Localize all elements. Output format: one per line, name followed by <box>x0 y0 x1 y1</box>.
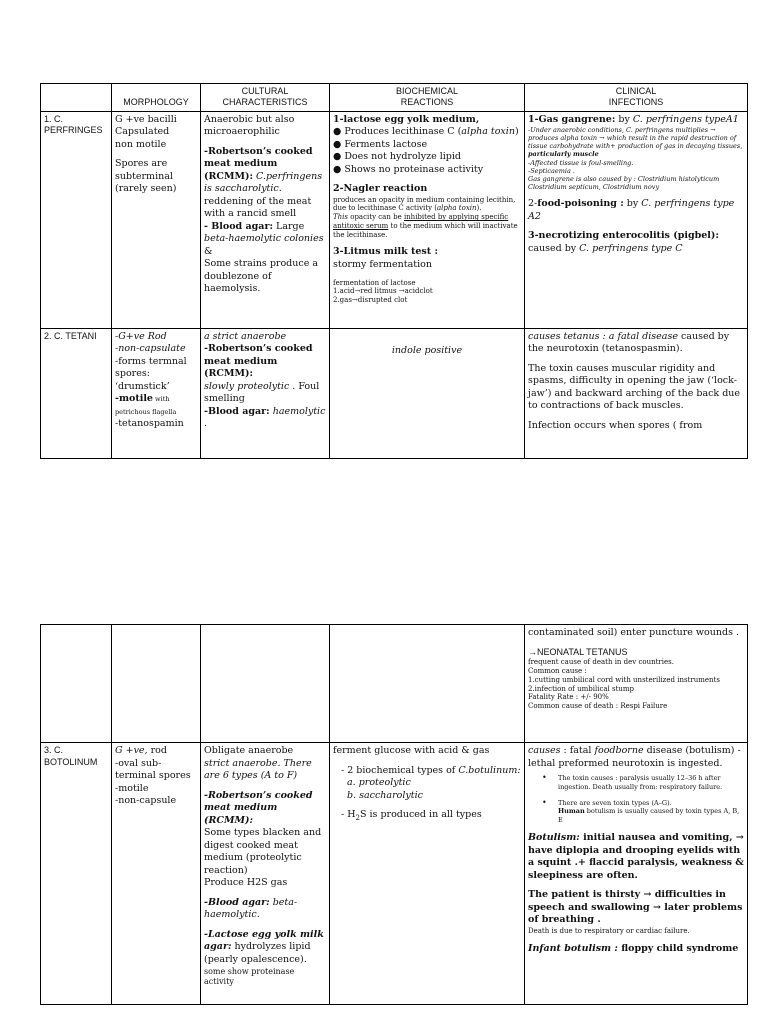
biochemical-tetani: indole positive <box>330 328 525 458</box>
row-tetani-continued <box>41 625 748 743</box>
cultural-tetani: a strict anaerobe -Robertson’s cooked meat medium (RCMM): slowly proteolytic . Foul smelling -Blood agar: haemolytic . <box>201 328 330 458</box>
morphology-botulinum: G +ve, rod -oval sub-terminal spores -motile -non-capsule <box>112 743 201 1005</box>
clinical-tetani-continued: contaminated soil) enter puncture wounds . →NEONATAL TETANUS frequent cause of death in dev countries. Common cause : 1.cutting umbilical cord with unsterilized instruments 2.infection of umbilical stump Fatality Rate : +/- 90% Common cause of death : Respi Failure <box>525 625 748 743</box>
organism-empty <box>41 625 112 743</box>
header-organism <box>41 84 112 112</box>
cultural-empty <box>201 625 330 743</box>
header-morphology: MORPHOLOGY <box>112 84 201 112</box>
clinical-perfringens: 1-Gas gangrene: by C. perfringens typeA1 -Under anaerobic conditions, C. perfringens multiplies → produces alpha toxin → which result in the rapid destruction of tissue carbohydrate with+ production of gas in decaying tissues, particularly muscle -Affected tissue is foul-smelling. -Septicaemia . Gas gangrene is also caused by : Clostridium histolyticum Clostridium septicum, Clostridium novy 2-food-poisoning : by C. perfringens type A2 3-necrotizing enterocolitis (pigbel): caused by C. perfringens type C <box>525 111 748 328</box>
header-row <box>41 84 748 112</box>
clinical-botulinum: causes : fatal foodborne disease (botulism) - lethal preformed neurotoxin is ingested. • The toxin causes : paralysis usually 12–36 h after ingestion. Death usually from: respiratory failure. • There are seven toxin types (A–G). Human botulism is usually caused by toxin types A, B, E Botulism: initial nausea and vomiting, → have diplopia and drooping eyelids with a squint .+ flaccid paralysis, weakness & sleepiness are often. The patient is thirsty → difficulties in speech and swallowing → later problems of breathing . Death is due to respiratory or cardiac failure. Infant botulism : floppy child syndrome <box>525 743 748 1005</box>
morphology-tetani: -G+ve Rod -non-capsulate -forms termnal spores: ‘drumstick’ -motile with petrichous flagella -tetanospamin <box>112 328 201 458</box>
toxin-bullet-list <box>528 774 744 824</box>
organism-tetani: 2. C. TETANI <box>41 328 112 458</box>
clostridium-table-page-2 <box>40 624 748 1005</box>
header-biochemical: BIOCHEMICAL REACTIONS <box>330 84 525 112</box>
clostridium-table-page-1 <box>40 83 748 459</box>
biochemical-perfringens: 1-lactose egg yolk medium, ● Produces lecithinase C (alpha toxin) ● Ferments lactose ● Does not hydrolyze lipid ● Shows no proteinase activity 2-Nagler reaction produces an opacity in medium containing lecithin, due to lecithinase C activity (alpha toxin). This opacity can be inhibited by applying specific antitoxic serum to the medium which will inactivate the lecithinase. 3-Litmus milk test : stormy fermentation fermentation of lactose 1.acid→red litmus →acidclot 2.gas→disrupted clot <box>330 111 525 328</box>
morphology-perfringens: G +ve bacilli Capsulated non motile Spores are subterminal (rarely seen) <box>112 111 201 328</box>
bullet-item: • The toxin causes : paralysis usually 12–36 h after ingestion. Death usually from: respiratory failure. <box>558 774 744 791</box>
row-tetani <box>41 328 748 458</box>
morphology-empty <box>112 625 201 743</box>
row-botulinum <box>41 743 748 1005</box>
cultural-botulinum: Obligate anaerobe strict anaerobe. There are 6 types (A to F) -Robertson’s cooked meat medium (RCMM): Some types blacken and digest cooked meat medium (proteolytic reaction) Produce H2S gas -Blood agar: beta-haemolytic. -Lactose egg yolk milk agar: hydrolyzes lipid (pearly opalescence). some show proteinase activity <box>201 743 330 1005</box>
cultural-perfringens: Anaerobic but also microaerophilic -Robertson’s cooked meat medium (RCMM): C.perfringens is saccharolytic. reddening of the meat with a rancid smell - Blood agar: Large beta-haemolytic colonies & Some strains produce a doublezone of haemolysis. <box>201 111 330 328</box>
biochemical-empty <box>330 625 525 743</box>
header-cultural: CULTURAL CHARACTERISTICS <box>201 84 330 112</box>
row-perfringens <box>41 111 748 328</box>
clinical-tetani: causes tetanus : a fatal disease caused by the neurotoxin (tetanospasmin). The toxin causes muscular rigidity and spasms, difficulty in opening the jaw (‘lock-jaw’) and backward arching of the back due to contractions of back muscles. Infection occurs when spores ( from <box>525 328 748 458</box>
organism-perfringens: 1. C. PERFRINGES <box>41 111 112 328</box>
bullet-item: • There are seven toxin types (A–G). Human botulism is usually caused by toxin types A, B, E <box>558 799 744 824</box>
biochemical-botulinum: ferment glucose with acid & gas - 2 biochemical types of C.botulinum: a. proteolytic b. saccharolytic - $H_2S$ is produced in all types <box>330 743 525 1005</box>
organism-botulinum: 3. C. BOTOLINUM <box>41 743 112 1005</box>
header-clinical: CLINICAL INFECTIONS <box>525 84 748 112</box>
